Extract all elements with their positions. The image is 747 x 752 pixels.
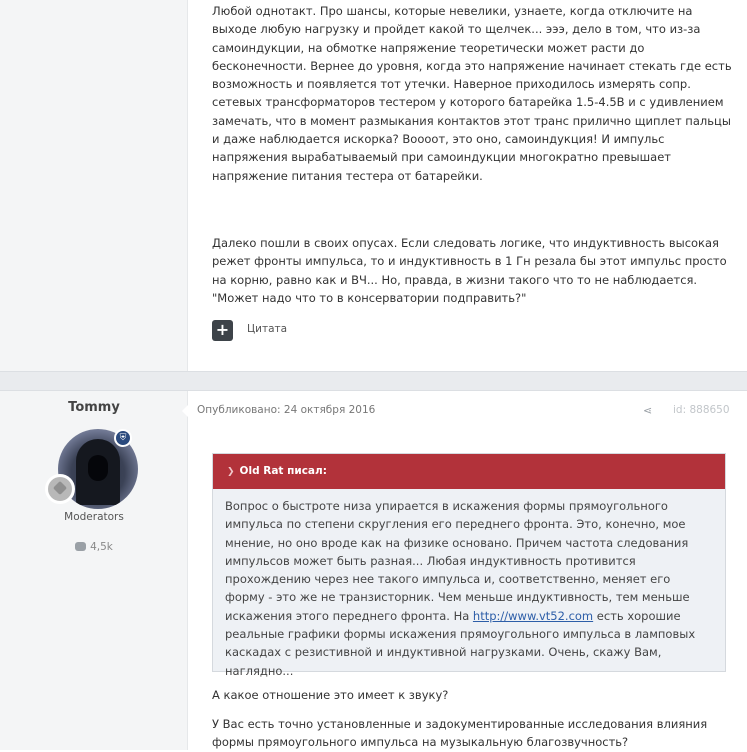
post-caret <box>182 404 189 418</box>
author-sidebar <box>0 0 188 371</box>
reputation-count: 4,5k <box>90 541 113 553</box>
reply-paragraph: А какое отношение это имеет к звуку? <box>212 688 449 702</box>
post-paragraph: Любой однотакт. Про шансы, которые невелики, узнаете, когда отключите на выходе любую нагрузку и пройдет какой то щелчек... эээ, дело в том, что из-за самоиндукции, на обмотке напряжение теоретически может расти до бесконечности. Вернее до уровня, когда это напряжение начинает стекать где есть возможность и появляется тот утечки. Наверное приходилось измерять сопр. сетевых трансформаторов тестером у которого батарейка 1.5-4.5В и с удивлением замечать, что в момент размыкания контактов этот транс прилично щиплет пальцы и даже наблюдается искорка? Воооот, это оно, самоиндукция! И импульс напряжения вырабатываемый при самоиндукции многократно превышает напряжение питания тестера от батарейки. <box>212 4 732 183</box>
post-id[interactable]: id: 888650 <box>673 404 730 416</box>
quote-header[interactable] <box>213 454 725 489</box>
author-sidebar <box>0 391 188 750</box>
quote-text: есть хорошие реальные графики формы искажения прямоугольного импульса в ламповых каскадах с резистивной и индуктивной нагрузками. Очень, скажу Вам, наглядно... <box>225 608 696 678</box>
comment-bubble-icon <box>75 542 86 551</box>
reputation <box>0 541 188 553</box>
previous-post <box>0 0 747 371</box>
rank-badge-icon <box>45 474 75 504</box>
share-icon[interactable]: ⋖ <box>643 404 653 417</box>
user-group: Moderators <box>64 511 124 523</box>
quote-link[interactable]: Цитата <box>247 323 288 335</box>
moderator-badge-icon: ⛨ <box>114 429 132 447</box>
chevron-down-icon: ❯ <box>227 467 235 477</box>
quote-block <box>212 453 726 678</box>
post-divider <box>0 371 747 391</box>
quote-plus-button[interactable]: + <box>212 320 233 341</box>
current-post <box>0 391 747 750</box>
quote-body <box>213 489 725 680</box>
post-date: Опубликовано: 24 октября 2016 <box>197 404 376 416</box>
quote-link-url[interactable]: http://www.vt52.com <box>472 608 594 623</box>
quote-text: Вопрос о быстроте низа упирается в искажения формы прямоугольного импульса по степени скругления его переднего фронта. Это, конечно, мое мнение, но оно вроде как на физике основано. Причем частота следования импульсов может быть разная... Любая индуктивность противится прохождению через нее такого импульса и, соответственно, меняет его форму - это же не транзисторник. Чем меньше индуктивность, тем меньше искажения этого переднего фронта. На <box>225 499 690 623</box>
quote-author: Old Rat писал: <box>239 465 327 477</box>
reply-paragraph: У Вас есть точно установленные и задокументированные исследования влияния формы прямоугольного импульса на музыкальную благозвучность? <box>212 717 708 750</box>
avatar-face-shape <box>88 455 108 481</box>
author-name[interactable]: Tommy <box>68 400 120 415</box>
post-paragraph: Далеко пошли в своих опусах. Если следовать логике, что индуктивность высокая режет фронты импульса, то и индуктивность в 1 Гн резала бы этот импульс просто на корню, равно как и ВЧ... Но, правда, в жизни такого что то не наблюдается. "Может надо что то в консерватории подправить?" <box>212 236 727 305</box>
